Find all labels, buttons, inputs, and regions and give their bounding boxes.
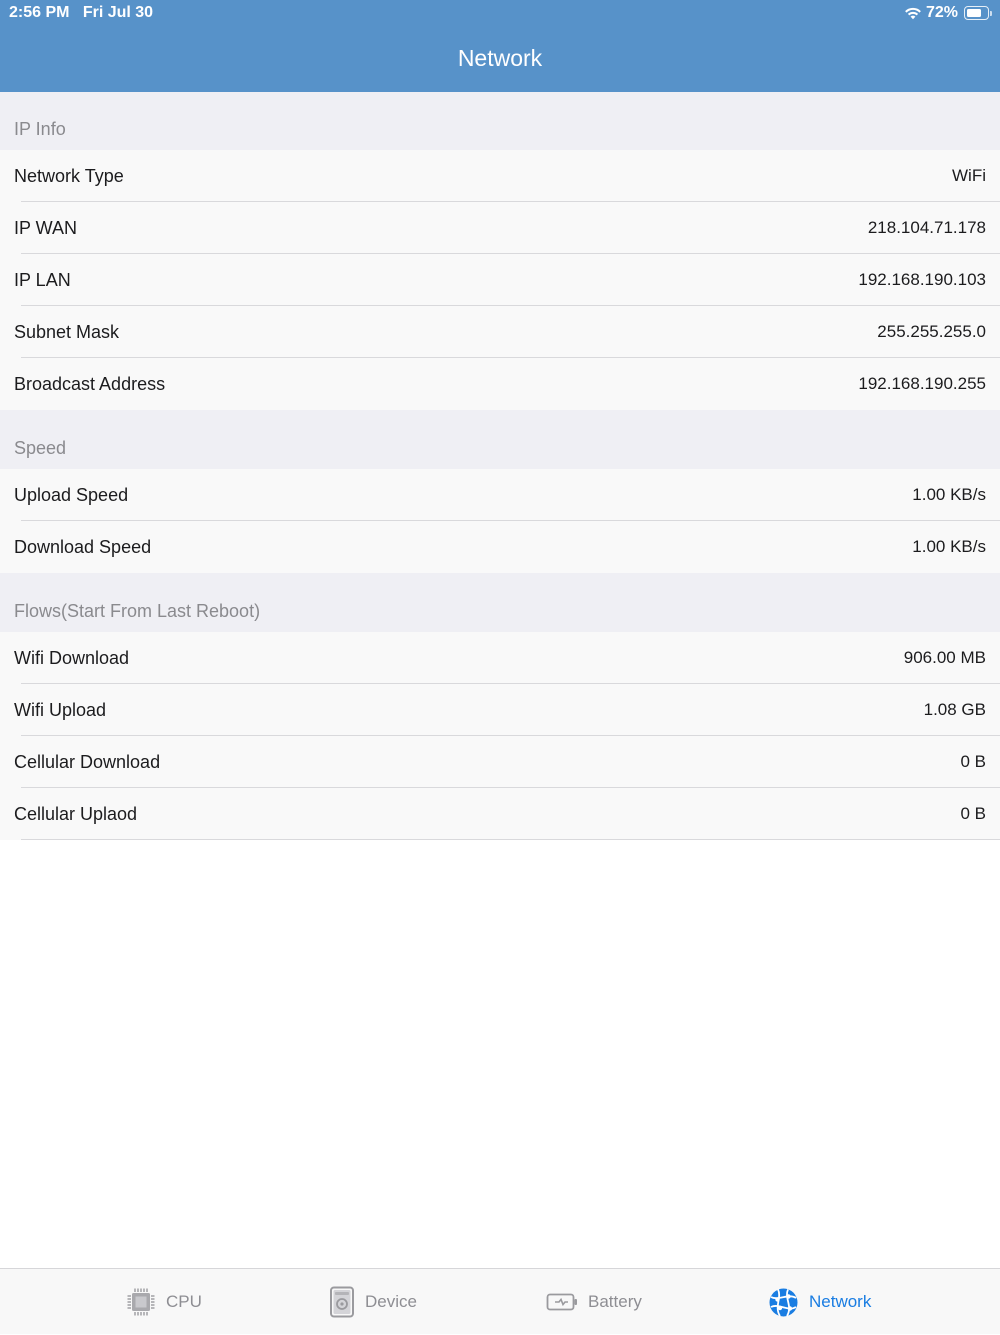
table-row-wifi-download[interactable] (0, 632, 1000, 684)
row-label: Cellular Uplaod (14, 804, 138, 824)
row-label: Upload Speed (14, 485, 129, 505)
section-header-label: Speed (14, 438, 67, 458)
table-row-broadcast-address[interactable] (0, 358, 1000, 410)
table-row-cellular-upload[interactable] (0, 788, 1000, 840)
status-time-text: 2:56 PM (9, 4, 70, 21)
network-globe-icon (768, 1287, 799, 1318)
tab-battery[interactable] (546, 1269, 642, 1335)
row-label: IP LAN (14, 270, 71, 290)
row-value: 1.08 GB (923, 700, 986, 719)
table-row-wifi-upload[interactable] (0, 684, 1000, 736)
row-value: 1.00 KB/s (912, 537, 986, 556)
row-value: 0 B (960, 752, 986, 771)
section-header-flows (0, 573, 1000, 632)
section-header-speed (0, 410, 1000, 469)
row-value: 192.168.190.103 (858, 270, 986, 289)
row-label: Subnet Mask (14, 322, 120, 342)
table-row-upload-speed[interactable] (0, 469, 1000, 521)
navigation-bar (0, 0, 1000, 92)
battery-cap (990, 11, 992, 16)
row-value: 1.00 KB/s (912, 485, 986, 504)
section-header-ip-info (0, 92, 1000, 150)
row-value: 906.00 MB (903, 648, 986, 667)
section-header-label: Flows(Start From Last Reboot) (14, 601, 261, 621)
network-info-table (0, 92, 1000, 840)
row-value: 0 B (960, 804, 986, 823)
table-row-ip-wan[interactable] (0, 202, 1000, 254)
cpu-icon (126, 1287, 156, 1317)
section-header-label: IP Info (14, 119, 66, 139)
table-row-cellular-download[interactable] (0, 736, 1000, 788)
status-date-text: Fri Jul 30 (82, 4, 154, 21)
row-label: Wifi Upload (14, 700, 107, 720)
tab-label: Network (809, 1292, 872, 1311)
status-bar-indicators (904, 4, 992, 22)
row-label: Wifi Download (14, 648, 130, 668)
row-value: 218.104.71.178 (867, 218, 986, 237)
tab-label: Device (365, 1292, 417, 1311)
table-row-subnet-mask[interactable] (0, 306, 1000, 358)
row-label: Download Speed (14, 537, 152, 557)
tab-bar (0, 1268, 1000, 1334)
row-value: 192.168.190.255 (858, 374, 986, 393)
battery-level-icon (964, 6, 992, 20)
table-row-network-type[interactable] (0, 150, 1000, 202)
battery-fill (967, 9, 981, 17)
table-row-ip-lan[interactable] (0, 254, 1000, 306)
tab-network[interactable] (768, 1269, 871, 1335)
row-value: WiFi (952, 166, 986, 185)
status-bar-time (9, 4, 153, 22)
table-row-download-speed[interactable] (0, 521, 1000, 573)
tab-device[interactable] (329, 1269, 417, 1335)
row-label: Broadcast Address (14, 374, 166, 394)
battery-percent-text: 72% (925, 4, 958, 21)
tab-label: CPU (166, 1292, 202, 1311)
row-label: IP WAN (14, 218, 78, 238)
page-title: Network (457, 45, 543, 71)
row-value: 255.255.255.0 (877, 322, 986, 341)
battery-icon (546, 1291, 578, 1313)
tab-cpu[interactable] (126, 1269, 202, 1335)
device-icon (329, 1286, 355, 1318)
row-label: Cellular Download (14, 752, 161, 772)
row-label: Network Type (14, 166, 124, 186)
tab-label: Battery (588, 1292, 642, 1311)
wifi-signal-icon (904, 6, 922, 20)
